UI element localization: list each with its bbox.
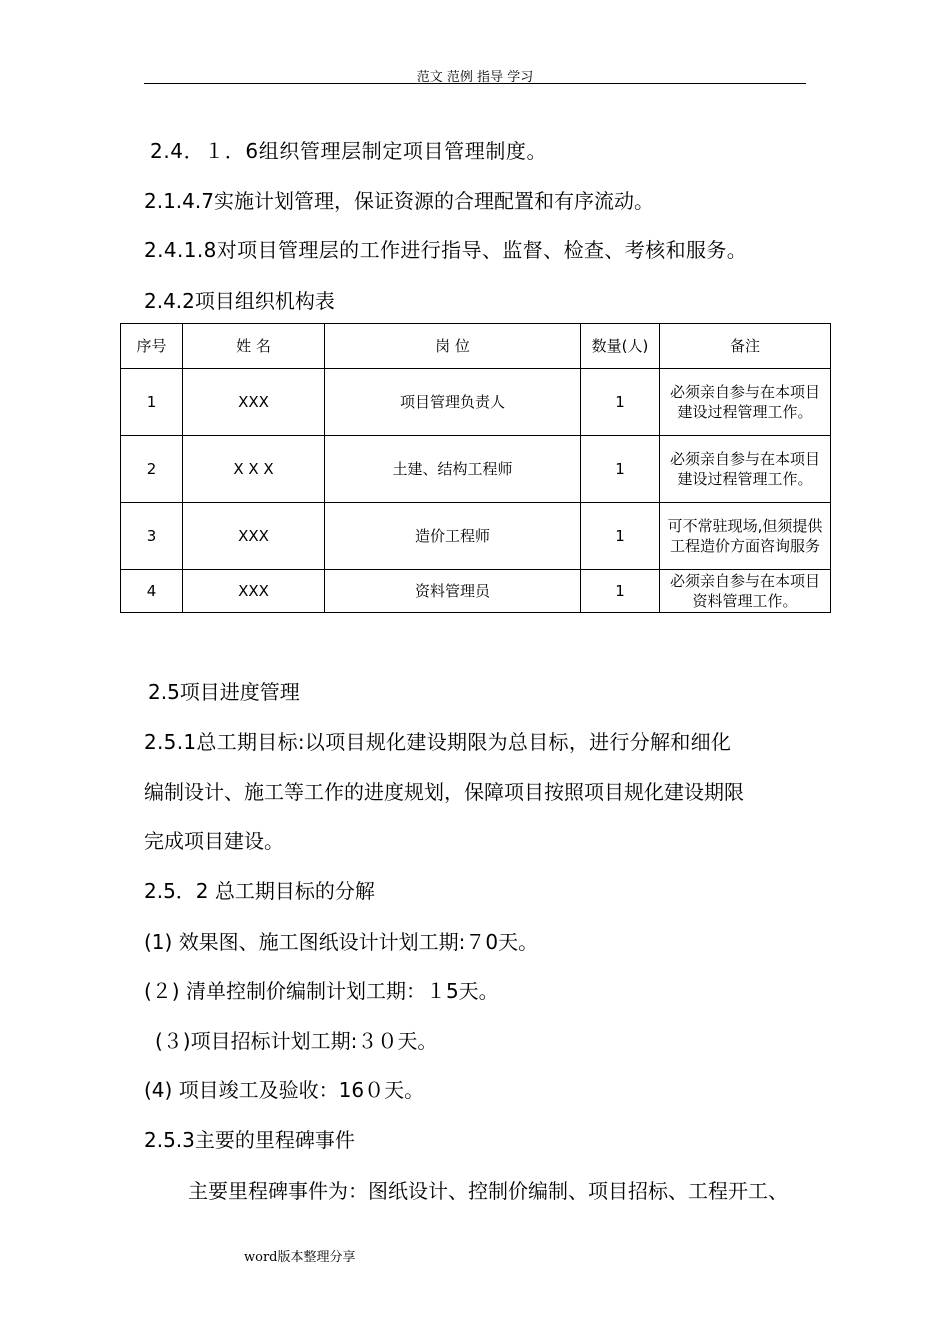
cell-remarks: 必须亲自参与在本项目建设过程管理工作。 xyxy=(660,436,831,503)
cell-position: 土建、结构工程师 xyxy=(325,436,581,503)
list-item-1: (1) 效果图、施工图纸设计计划工期:７0天。 xyxy=(144,930,539,954)
cell-position: 资料管理员 xyxy=(325,570,581,613)
cell-name: XXX xyxy=(183,570,325,613)
project-organization-table xyxy=(120,323,831,613)
table-row xyxy=(121,570,831,613)
section-heading-2-5-3: 2.5.3主要的里程碑事件 xyxy=(144,1128,355,1152)
cell-remarks: 可不常驻现场,但须提供工程造价方面咨询服务 xyxy=(660,503,831,570)
list-item-4: (4) 项目竣工及验收：16０天。 xyxy=(144,1078,425,1102)
cell-index: 1 xyxy=(121,369,183,436)
paragraph-2-4-1-6: 2.4．１．6组织管理层制定项目管理制度。 xyxy=(150,139,548,163)
cell-quantity: 1 xyxy=(581,570,660,613)
paragraph-2-1-4-7: 2.1.4.7实施计划管理，保证资源的合理配置和有序流动。 xyxy=(144,189,654,213)
table-row xyxy=(121,436,831,503)
paragraph-2-4-1-8: 2.4.1.8对项目管理层的工作进行指导、监督、检查、考核和服务。 xyxy=(144,238,748,262)
header-cell-index: 序号 xyxy=(121,324,183,369)
header-cell-quantity: 数量(人) xyxy=(581,324,660,369)
cell-position: 项目管理负责人 xyxy=(325,369,581,436)
cell-quantity: 1 xyxy=(581,369,660,436)
cell-quantity: 1 xyxy=(581,503,660,570)
section-heading-2-4-2: 2.4.2项目组织机构表 xyxy=(144,289,335,313)
cell-index: 4 xyxy=(121,570,183,613)
section-heading-2-5-2: 2.5．2 总工期目标的分解 xyxy=(144,879,375,903)
cell-name: XXX xyxy=(183,503,325,570)
paragraph-2-5-1-line-1: 2.5.1总工期目标:以项目规化建设期限为总目标，进行分解和细化 xyxy=(144,730,732,754)
cell-position: 造价工程师 xyxy=(325,503,581,570)
table-row xyxy=(121,503,831,570)
header-divider xyxy=(144,83,806,84)
list-item-3: (３)项目招标计划工期:３０天。 xyxy=(155,1029,438,1053)
cell-index: 2 xyxy=(121,436,183,503)
table-header-row xyxy=(121,324,831,369)
paragraph-milestones: 主要里程碑事件为：图纸设计、控制价编制、项目招标、工程开工、 xyxy=(188,1179,788,1203)
header-cell-remarks: 备注 xyxy=(660,324,831,369)
page-footer-text: word版本整理分享 xyxy=(244,1250,356,1265)
cell-remarks: 必须亲自参与在本项目资料管理工作。 xyxy=(660,570,831,613)
section-heading-2-5: 2.5项目进度管理 xyxy=(148,680,300,704)
paragraph-2-5-1-line-3: 完成项目建设。 xyxy=(144,829,284,853)
cell-index: 3 xyxy=(121,503,183,570)
page-header-title: 范文 范例 指导 学习 xyxy=(416,70,534,85)
cell-name: XXX xyxy=(183,369,325,436)
paragraph-2-5-1-line-2: 编制设计、施工等工作的进度规划，保障项目按照项目规化建设期限 xyxy=(144,780,744,804)
list-item-2: (２) 清单控制价编制计划工期：１5天。 xyxy=(144,979,499,1003)
cell-remarks: 必须亲自参与在本项目建设过程管理工作。 xyxy=(660,369,831,436)
cell-name: X X X xyxy=(183,436,325,503)
table-row xyxy=(121,369,831,436)
cell-quantity: 1 xyxy=(581,436,660,503)
header-cell-position: 岗 位 xyxy=(325,324,581,369)
header-cell-name: 姓 名 xyxy=(183,324,325,369)
